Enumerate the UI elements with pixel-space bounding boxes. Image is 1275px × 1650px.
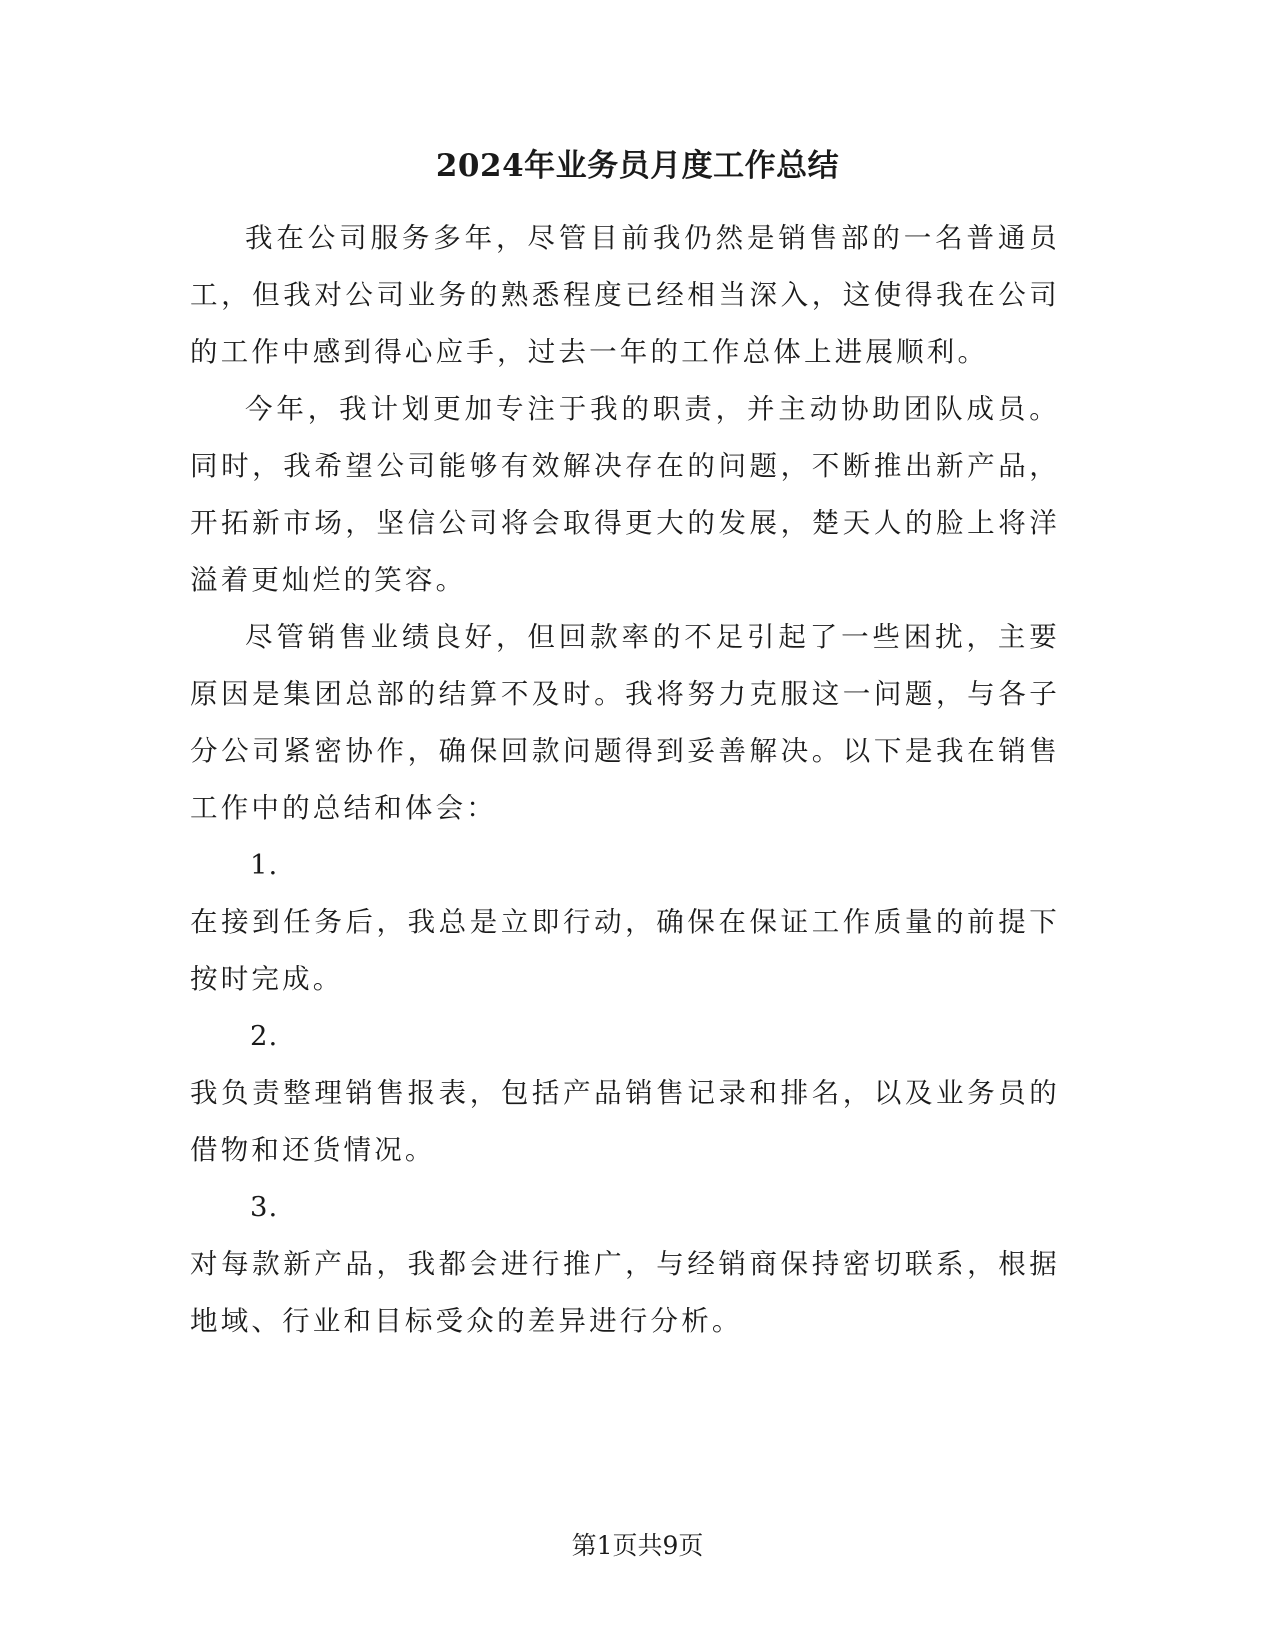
document-body [190,210,1060,1350]
list-item-text: 在接到任务后，我总是立即行动，确保在保证工作质量的前提下按时完成。 [190,906,1060,995]
list-item-number: 1. [250,849,279,881]
paragraph: 今年，我计划更加专注于我的职责，并主动协助团队成员。同时，我希望公司能够有效解决存在的问题，不断推出新产品，开拓新市场，坚信公司将会取得更大的发展，楚天人的脸上将洋溢着更灿烂的笑容。 [190,393,1060,596]
list-item-number: 3. [250,1191,279,1223]
paragraph: 我在公司服务多年，尽管目前我仍然是销售部的一名普通员工，但我对公司业务的熟悉程度已经相当深入，这使得我在公司的工作中感到得心应手，过去一年的工作总体上进展顺利。 [190,222,1060,368]
list-item-number: 2. [250,1020,279,1052]
document-title: 2024年业务员月度工作总结 [435,148,840,184]
page-footer: 第1页共9页 [571,1531,704,1560]
list-item-text: 我负责整理销售报表，包括产品销售记录和排名，以及业务员的借物和还货情况。 [190,1077,1060,1166]
paragraph: 尽管销售业绩良好，但回款率的不足引起了一些困扰，主要原因是集团总部的结算不及时。我将努力克服这一问题，与各子分公司紧密协作，确保回款问题得到妥善解决。以下是我在销售工作中的总结和体会： [190,621,1060,824]
list-item-text: 对每款新产品，我都会进行推广，与经销商保持密切联系，根据地域、行业和目标受众的差异进行分析。 [190,1248,1060,1337]
